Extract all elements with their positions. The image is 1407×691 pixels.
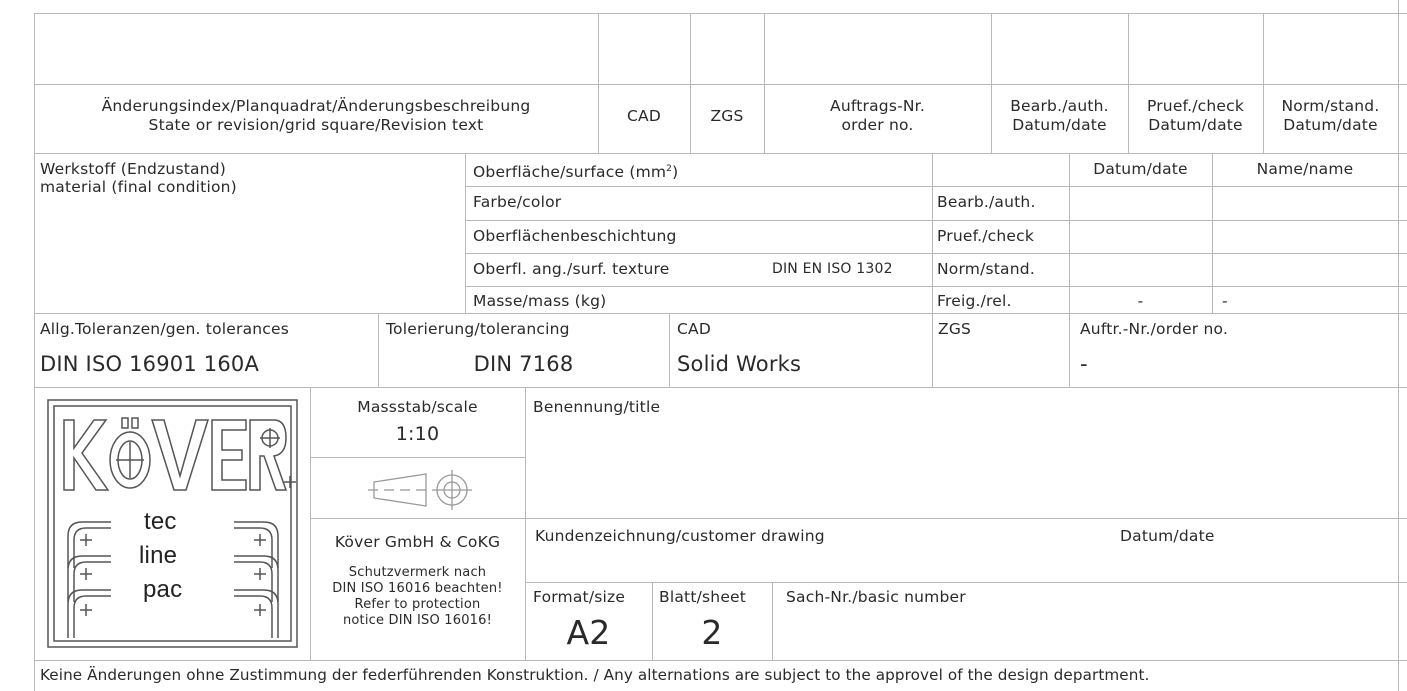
grid-line	[669, 313, 670, 387]
texture-label: Oberfl. ang./surf. texture	[473, 260, 670, 278]
format-label: Format/size	[533, 588, 626, 606]
surface-label-close: )	[672, 163, 679, 182]
customer-drawing-label: Kundenzeichnung/customer drawing	[535, 527, 825, 545]
revision-description-label-en: State or revision/grid square/Revision text	[148, 116, 484, 134]
revision-cad-label: CAD	[627, 107, 661, 125]
material-date-header: Datum/date	[1093, 160, 1188, 178]
revision-order-label-en: order no.	[841, 116, 914, 134]
material-label: Werkstoff (Endzustand)	[40, 160, 227, 178]
material-label-en: material (final condition)	[40, 178, 237, 196]
grid-line	[1069, 313, 1070, 387]
coating-label: Oberflächenbeschichtung	[473, 227, 677, 245]
sheet-value: 2	[701, 613, 723, 652]
grid-line	[465, 253, 1407, 254]
grid-line	[1398, 0, 1399, 691]
revision-stand-date-label: Datum/date	[1283, 116, 1378, 134]
revision-zgs-label: ZGS	[710, 107, 744, 125]
order-number-value: -	[1080, 352, 1088, 376]
grid-line	[34, 660, 1407, 661]
revision-order-label: Auftrags-Nr.	[830, 97, 925, 115]
grid-line	[690, 13, 691, 153]
material-rel-name: -	[1222, 292, 1228, 310]
surface-label-text: Oberfläche/surface (mm	[473, 163, 667, 182]
protection-notice-line-3: Refer to protection	[354, 597, 481, 612]
general-tolerance-value: DIN ISO 16901 160A	[40, 352, 260, 376]
cad-value: Solid Works	[677, 352, 802, 376]
material-rel-date: -	[1137, 292, 1144, 310]
material-stand-label: Norm/stand.	[937, 260, 1035, 278]
scale-value: 1:10	[395, 423, 440, 445]
grid-line	[465, 220, 1407, 221]
order-number-label: Auftr.-Nr./order no.	[1080, 320, 1229, 338]
scale-label: Massstab/scale	[357, 398, 478, 416]
logo-line-pac: pac	[143, 576, 183, 603]
general-tolerance-label: Allg.Toleranzen/gen. tolerances	[40, 320, 290, 338]
grid-line	[34, 84, 1407, 85]
color-label: Farbe/color	[473, 193, 562, 211]
projection-symbol-icon	[368, 470, 488, 510]
revision-description-label: Änderungsindex/Planquadrat/Änderungsbeschreibung	[101, 97, 531, 115]
grid-line	[465, 153, 466, 313]
revision-stand-label: Norm/stand.	[1281, 97, 1380, 115]
protection-notice-line-2: DIN ISO 16016 beachten!	[332, 581, 503, 596]
footer-notice: Keine Änderungen ohne Zustimmung der federführenden Konstruktion. / Any alternations are subject to the approvel of the design department.	[40, 666, 1150, 684]
grid-line	[932, 153, 933, 313]
material-rel-label: Freig./rel.	[937, 292, 1012, 310]
revision-auth-date-label: Datum/date	[1012, 116, 1107, 134]
grid-line	[932, 313, 933, 387]
basic-number-label: Sach-Nr./basic number	[786, 588, 966, 606]
texture-standard: DIN EN ISO 1302	[772, 261, 893, 277]
grid-line	[34, 313, 1407, 314]
surface-label-superscript: 2	[666, 164, 673, 174]
material-name-header: Name/name	[1256, 160, 1354, 178]
title-label: Benennung/title	[533, 398, 661, 416]
mass-label: Masse/mass (kg)	[473, 292, 607, 310]
tolerancing-label: Tolerierung/tolerancing	[386, 320, 570, 338]
format-value: A2	[566, 613, 611, 652]
cad-label: CAD	[677, 320, 711, 338]
grid-line	[772, 582, 773, 660]
zgs-label: ZGS	[938, 320, 972, 338]
protection-notice-line-4: notice DIN ISO 16016!	[342, 613, 493, 628]
revision-check-label: Pruef./check	[1146, 97, 1245, 115]
protection-notice-line-1: Schutzvermerk nach	[348, 565, 487, 580]
grid-line	[34, 387, 1407, 388]
revision-check-date-label: Datum/date	[1148, 116, 1243, 134]
surface-label	[473, 160, 678, 181]
grid-line	[598, 13, 599, 153]
material-auth-label: Bearb./auth.	[937, 193, 1036, 211]
grid-line	[34, 153, 1407, 154]
grid-line	[465, 286, 1407, 287]
company-name: Köver GmbH & CoKG	[334, 533, 501, 551]
tolerancing-value: DIN 7168	[473, 352, 574, 376]
grid-line	[310, 518, 1407, 519]
sheet-label: Blatt/sheet	[659, 588, 747, 606]
grid-line	[34, 13, 1407, 14]
grid-line	[525, 582, 1407, 583]
logo-line-line: line	[139, 542, 178, 569]
material-check-label: Pruef./check	[937, 227, 1035, 245]
logo-line-tec: tec	[144, 508, 177, 535]
customer-drawing-date-label: Datum/date	[1120, 527, 1215, 545]
grid-line	[465, 186, 1407, 187]
revision-auth-label: Bearb./auth.	[1010, 97, 1109, 115]
grid-line	[310, 457, 525, 458]
